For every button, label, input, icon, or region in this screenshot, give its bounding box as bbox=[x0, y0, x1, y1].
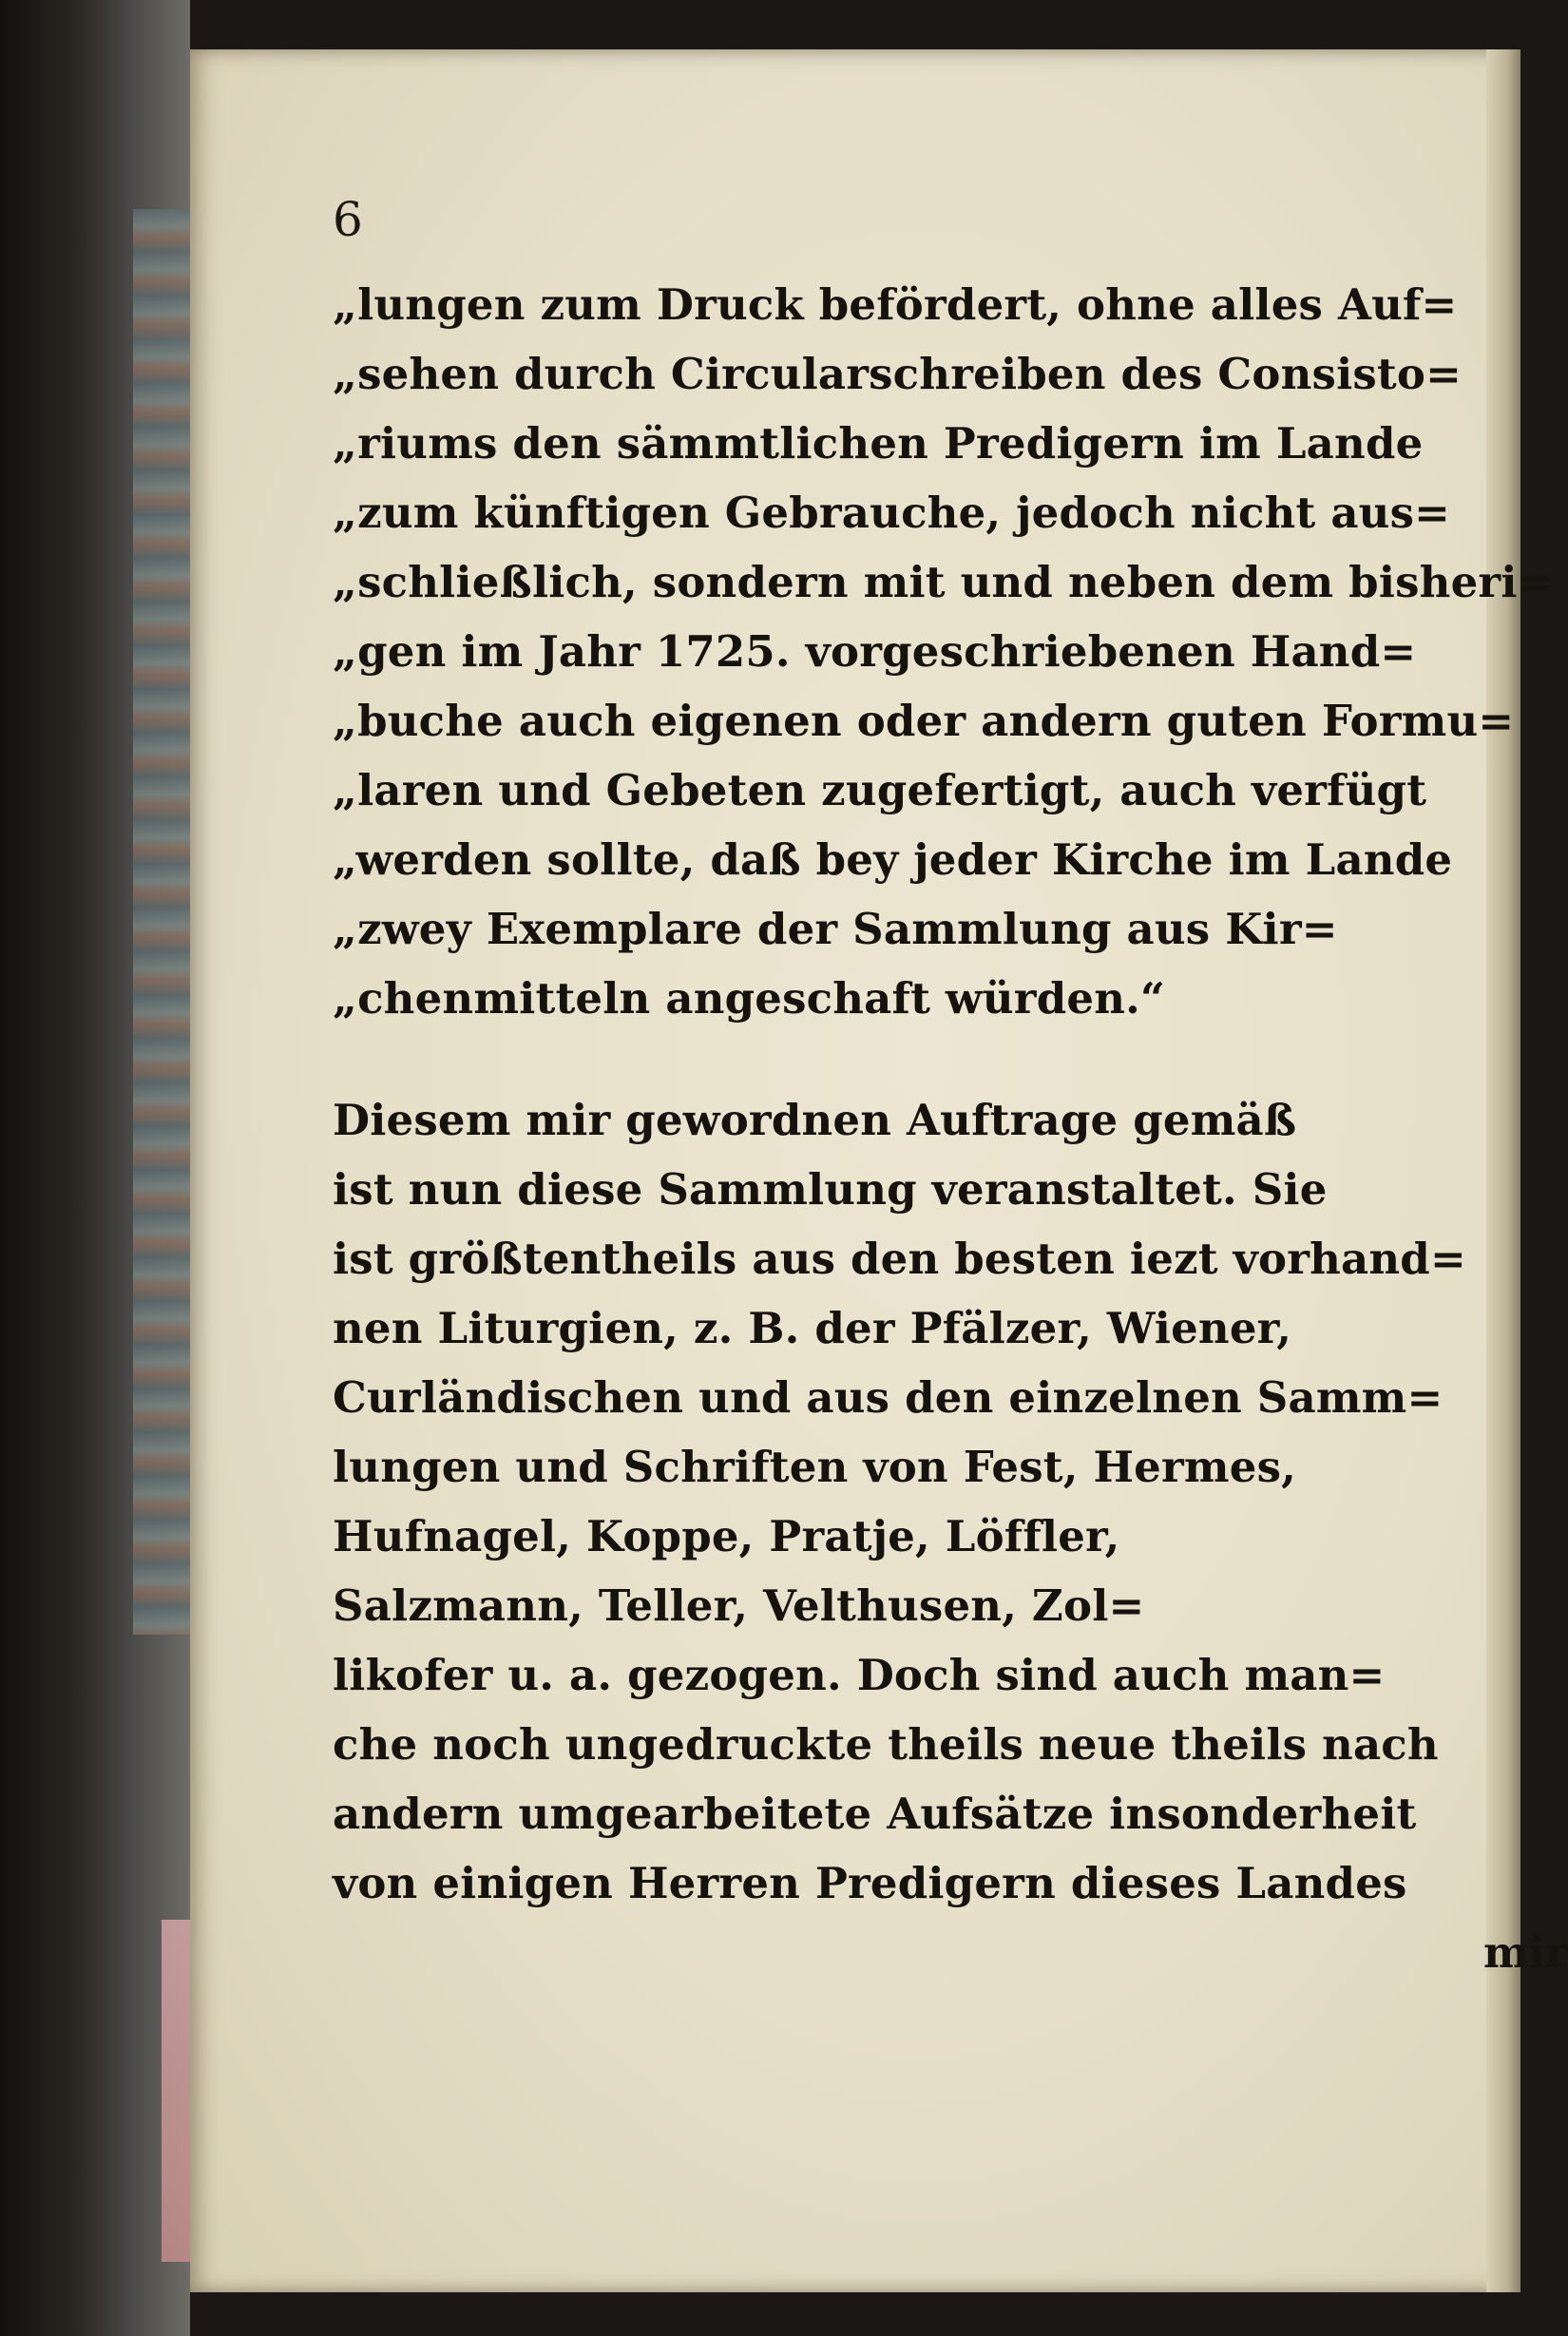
text-line: „buche auch eigenen oder andern guten Formu= bbox=[333, 696, 1515, 746]
text-line: „schließlich, sondern mit und neben dem bisheri= bbox=[333, 557, 1554, 607]
text-line: che noch ungedruckte theils neue theils nach bbox=[333, 1719, 1439, 1770]
text-line: nen Liturgien, z. B. der Pfälzer, Wiener, bbox=[333, 1303, 1292, 1353]
text-line: „zum künftigen Gebrauche, jedoch nicht aus= bbox=[333, 488, 1451, 538]
text-line: ist nun diese Sammlung veranstaltet. Sie bbox=[333, 1164, 1328, 1215]
text-block bbox=[333, 270, 1568, 1987]
text-line: „sehen durch Circularschreiben des Consisto= bbox=[333, 349, 1463, 399]
text-line: „zwey Exemplare der Sammlung aus Kir= bbox=[333, 904, 1338, 954]
marbled-cover bbox=[133, 209, 190, 1635]
page-number: 6 bbox=[333, 192, 363, 247]
text-line: andern umgearbeitete Aufsätze insonderheit bbox=[333, 1789, 1417, 1839]
paragraph-gap bbox=[333, 1033, 1568, 1085]
text-line: „werden sollte, daß bey jeder Kirche im Lande bbox=[333, 834, 1453, 885]
text-line: „gen im Jahr 1725. vorgeschriebenen Hand= bbox=[333, 626, 1417, 677]
text-line: ist größtentheils aus den besten iezt vorhand= bbox=[333, 1234, 1466, 1284]
text-line: „laren und Gebeten zugefertigt, auch verfügt bbox=[333, 765, 1427, 815]
text-line: Salzmann, Teller, Velthusen, Zol= bbox=[333, 1580, 1145, 1631]
text-line: likofer u. a. gezogen. Doch sind auch man= bbox=[333, 1650, 1386, 1700]
text-line: Hufnagel, Koppe, Pratje, Löffler, bbox=[333, 1511, 1120, 1561]
text-line: Curländischen und aus den einzelnen Samm= bbox=[333, 1372, 1444, 1423]
text-line: „chenmitteln angeschaft würden.“ bbox=[333, 973, 1166, 1024]
book-page bbox=[190, 49, 1568, 2292]
book-binding bbox=[0, 0, 190, 2336]
text-line: lungen und Schriften von Fest, Hermes, bbox=[333, 1442, 1296, 1492]
text-line: Diesem mir gewordnen Auftrage gemäß bbox=[333, 1095, 1297, 1145]
text-line: „lungen zum Druck befördert, ohne alles Auf= bbox=[333, 279, 1458, 330]
text-line: von einigen Herren Predigern dieses Landes bbox=[333, 1858, 1407, 1908]
text-line: „riums den sämmtlichen Predigern im Lande bbox=[333, 418, 1424, 469]
catchword: mir bbox=[1482, 1927, 1568, 1978]
